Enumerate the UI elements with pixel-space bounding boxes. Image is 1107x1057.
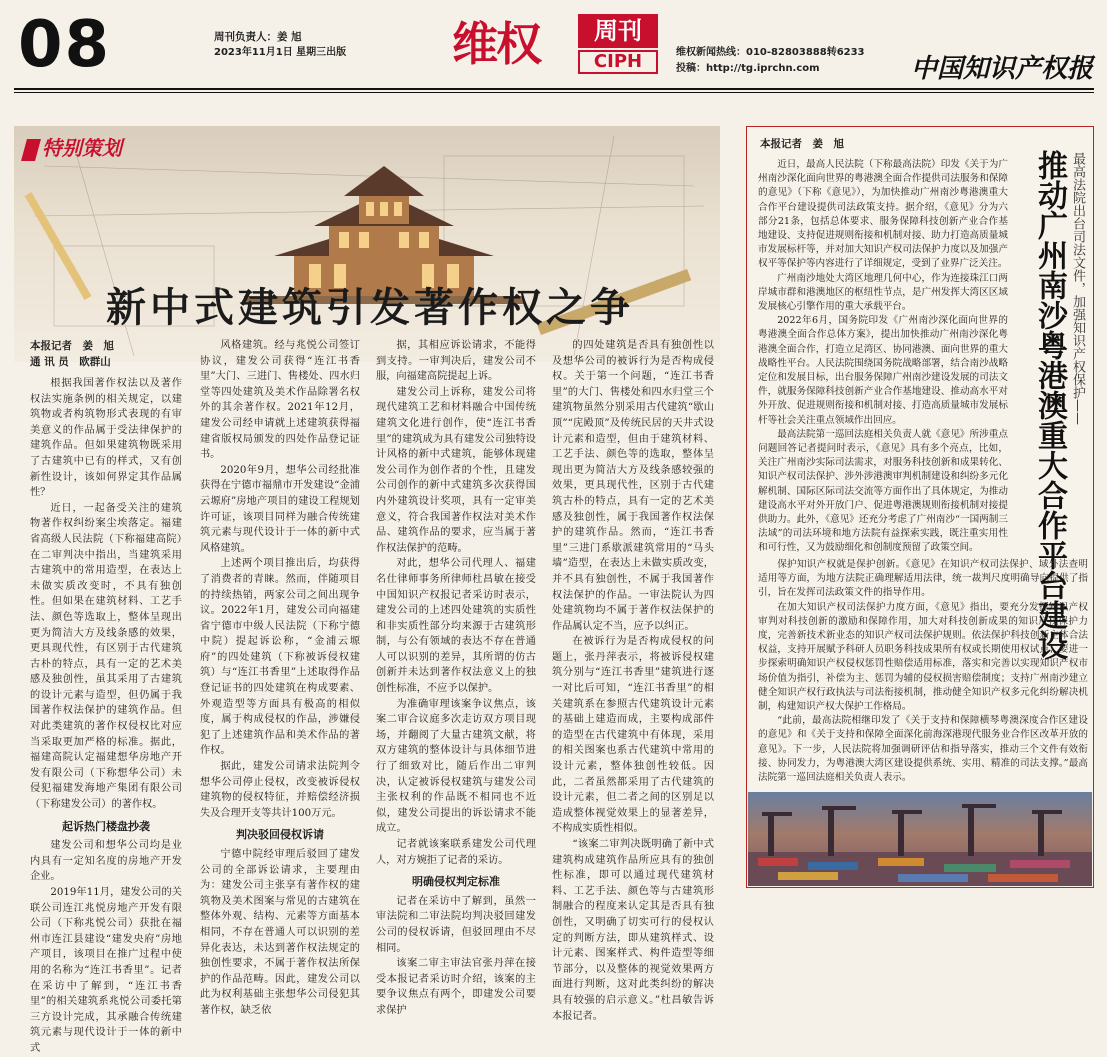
header-divider	[14, 88, 1094, 90]
paragraph: 根据我国著作权法以及著作权法实施条例的相关规定，以建筑物或者构筑物形式表现的有审美意义的作品属于受法律保护的建筑作品。但如果建筑物既采用了古建筑中已有的样式，又有创新性设计，该如何界定其作品属性？	[30, 378, 182, 499]
paragraph: 2022年6月，国务院印发《广州南沙深化面向世界的粤港澳全面合作总体方案》，提出加快推动广州南沙深化粤港澳全面合作，打造立足湾区、协同港澳、面向世界的重大战略性平台。人民法院围绕国务院战略部署，结合南沙战略定位和发展目标，出台服务保障广州南沙建设发展的司法文件，就服务保障科技创新产业合作基地建设、推动高水平对外开放、促进规则衔接和机制对接、打造高质量城市发展标杆等社会关注重点领域作出回应。	[758, 315, 1008, 426]
paragraph: 记者就该案联系建发公司代理人，对方婉拒了记者的采访。	[376, 839, 536, 866]
paragraph: 近日，最高人民法院（下称最高法院）印发《关于为广州南沙深化面向世界的粤港澳全面合作提供司法服务和保障的意见》（下称《意见》），为加快推动广州南沙粤港澳重大合作平台建设提供司法政策支持。据介绍，《意见》分为六部分21条，包括总体要求、服务保障科技创新产业合作基地建设、支持促进规则衔接和机制对接、助力打造高质量城市发展标杆等，并对加大知识产权司法保护力度以及加强产权平等保护等内容进行了详细规定，受到了业界广泛关注。	[758, 159, 1008, 270]
paragraph: 对此，想华公司代理人、福建名仕律师事务所律师杜昌敏在接受中国知识产权报记者采访时表示，建发公司的上述四处建筑的实质性和非实质性部分均来源于古建筑形制，与公有领域的表达不存在普通人可以识别的差异，其所谓的仿古创新并未达到著作权法意义上的独创性标准，不应予以保护。	[376, 558, 536, 695]
pen-icon	[21, 139, 41, 161]
paragraph: “此前，最高法院相继印发了《关于支持和保障横琴粤澳深度合作区建设的意见》和《关于支持和保障全面深化前海深港现代服务业合作区改革开放的意见》。下一步，人民法院将加强调研评估和指导落实，推动三个文件有效衔接、协同发力，为粤港澳大湾区建设提供系统、实用、精准的司法支撑。”最高法院第一巡回法庭相关负责人表示。	[758, 715, 1088, 784]
masthead-weekly: 周刊	[578, 14, 658, 48]
paragraph: 保护知识产权就是保护创新。《意见》在知识产权司法保护、域外法查明适用等方面，为地方法院正确理解适用法律，统一裁判尺度明确导向提供了指引，旨在发挥司法政策文件的指导作用。	[758, 559, 1088, 599]
paragraph: 的四处建筑是否具有独创性以及想华公司的被诉行为是否构成侵权。关于第一个问题，“连江书香里”的大门、售楼处和四水归堂三个建筑物虽然分别采用古代建筑“歇山顶”“庑殿顶”及传统民居的天井式设计元素和造型，但由于建筑材料、工艺手法、颜色等的选取，整体呈现出更为简洁大方及线条感较强的效果，更具现代性，区别于古代建筑古朴的特点，具有一定的艺术美感及独创性，属于我国著作权法保护的建筑作品。然而，“连江书香里”三进门系歇派建筑常用的“马头墙”造型，在表达上未做实质改变，并不具有独创性，不属于我国著作权法保护的作品。一审法院认为四处建筑物均不属于著作权法保护的作品属认定不当，应予以纠正。	[552, 340, 714, 632]
subheading: 判决驳回侵权诉请	[236, 828, 324, 842]
paragraph: 在加大知识产权司法保护力度方面，《意见》指出，要充分发挥知识产权审判对科技创新的激励和保障作用，加大对科技创新成果的知识产权保护力度，完善新技术新业态的知识产权司法保护规则。依法保护科技创新主体合法权益，支持开展赋予科研人员职务科技成果所有权或长期使用权试点；要进一步探索明确知识产权侵权惩罚性赔偿适用标准，落实和完善以实现知识产权市场价值为指引，补偿为主、惩罚为辅的侵权损害赔偿制度；支持广州南沙建立健全知识产权行政执法与司法衔接机制，推动健全知识产权多元化纠纷解决机制，构建知识产权大保护工作格局。	[758, 601, 1088, 713]
paragraph: 该案二审主审法官张丹萍在接受本报记者采访时介绍，该案的主要争议焦点有两个，即建发公司要求保护	[376, 958, 536, 1016]
port-cranes-photo	[748, 792, 1092, 886]
feature-column-1	[30, 338, 182, 1057]
masthead	[452, 10, 662, 78]
date-line: 2023年11月1日 星期三出版	[214, 47, 347, 58]
paragraph: 2019年11月，建发公司的关联公司连江兆悦房地产开发有限公司（下称兆悦公司）获批在福州市连江县建设“建发央府”房地产项目，该项目在推广过程中使用的名称为“连江书香里”。记者在采访中了解到，“连江书香里”的相关建筑系兆悦公司委托第三方设计完成，其承融合传统建筑元素与现代设计于一体的新中式	[30, 887, 182, 1054]
paragraph: 建发公司和想华公司均是业内具有一定知名度的房地产开发企业。	[30, 840, 182, 883]
paragraph: 据，其相应诉讼请求，不能得到支持。一审判决后，建发公司不服，向福建高院提起上诉。	[376, 340, 536, 383]
subheading: 起诉热门楼盘抄袭	[62, 819, 150, 833]
container-port-illustration	[748, 792, 1092, 886]
sidebar-subtitle: 最高法院出台司法文件，加强知识产权保护——	[1070, 152, 1085, 425]
paragraph: 近日，一起备受关注的建筑物著作权纠纷案尘埃落定。福建省高级人民法院（下称福建高院）在二审判决中指出，当建筑采用古建筑中的常用造型，在表达上未做实质改变时，不具有独创性。但如果在建筑材料、工艺手法、颜色等选取上，整体呈现出更为简洁大方及线条感的效果，更具现代性，有区别于古代建筑古朴的特点，具有一定的艺术美感及独创性，虽其采用了古建筑的设计元素与造型，但仍属于我国著作权法保护的建筑作品。但对此类建筑的著作权侵权比对应当采取更加严格的标准。据此，福建高院认定福建想华房地产开发有限公司（下称想华公司）未侵犯福建发海地产集团有限公司（下称建发公司）的著作权。	[30, 502, 182, 811]
feature-headline: 新中式建筑引发著作权之争	[106, 284, 634, 331]
page-number: 08	[18, 8, 112, 82]
feature-column-4	[552, 338, 714, 1024]
paragraph: 最高法院第一巡回法庭相关负责人就《意见》所涉重点问题回答记者提问时表示，《意见》具有多个亮点，比如，关注广州南沙实际司法需求，对服务科技创新和成果转化、知识产权司法保护、涉外涉港澳审判机制建设和纠纷多元化解机制、国际区际司法交流等方面作出了具体规定，为推动建设高水平对外开放门户、促进粤港澳规则衔接机制对接提供助力。此外，《意见》还充分考虑了广州南沙“一国两制三法域”的司法环境和地方法院有益探索实践，既注重实用性和可行性，又为鼓励细化和创制度预留了政策空间。	[758, 428, 1008, 554]
paragraph: 在被诉行为是否构成侵权的问题上，张丹萍表示，将被诉侵权建筑分别与“连江书香里”建筑进行逐一对比后可知，“连江书香里”的相关建筑系在参照古代建筑设计元素的基础上建造而成，主要构成部件的造型在古代建筑中有体现，采用的相关图案也系古代建筑中常用的设计元素，整体独创性较低。因此，二者虽然都采用了古代建筑的设计元素，但二者之间的区别足以造成整体视觉效果上的显著差异，不构成实质性相似。	[552, 636, 714, 835]
sidebar-body-top	[758, 158, 1008, 556]
feature-column-3	[376, 338, 536, 1019]
paragraph: 广州南沙地处大湾区地理几何中心，作为连接珠江口两岸城市群和港澳地区的枢纽性节点，是广州发挥大湾区区域发展核心引擎作用的重大承载平台。	[758, 272, 1008, 313]
paragraph: 为准确审理该案争议焦点，该案二审合议庭多次走访双方项目现场，并翻阅了大量古建筑文献，将双方建筑的整体设计与具体细节进行了细致对比，随后作出二审判决，认定被诉侵权建筑与建发公司主张权利的作品既不相同也不近似，建发公司提出的诉讼请求不能成立。	[376, 698, 536, 835]
paragraph: 2020年9月，想华公司经批准获得在宁德市福鼎市开发建设“金浦云塬府”房地产项目的建设工程规划许可证，该项目同样为融合传统建筑元素与现代设计于一体的新中式风格建筑。	[200, 464, 360, 554]
newspaper-name: 中国知识产权报	[910, 54, 1093, 84]
paragraph: 宁德中院经审理后驳回了建发公司的全部诉讼请求，主要理由为：建发公司主张享有著作权的建筑物及美术图案与常见的古建筑在整体外观、结构、元素等方面基本相同，不存在普通人可以识别的差异化表达，未达到著作权法规定的独创性要求，不属于著作权法所保护的作品范畴。因此，建发公司以此为权利基础主张想华公司侵犯其著作权，缺乏依	[200, 849, 360, 1016]
hotline: 维权新闻热线：010-82803888转6233	[676, 47, 865, 58]
editor-line: 周刊负责人：姜 旭	[214, 31, 302, 43]
byline-correspondent: 通 讯 员 欧群山	[30, 356, 111, 368]
sidebar-byline: 本报记者 姜 旭	[760, 138, 844, 150]
feature-column-2	[200, 338, 360, 1019]
subheading: 明确侵权判定标准	[412, 875, 500, 889]
special-feature-tag: 特别策划	[24, 132, 122, 161]
paragraph: 上述两个项目推出后，均获得了消费者的青睐。然而，伴随项目的持续热销，两家公司之间出现争议。2022年1月，建发公司向福建省宁德市中级人民法院（下称宁德中院）提起诉讼称，“金浦云塬府”的四处建筑（下称被诉侵权建筑）与“连江书香里”上述取得作品登记证书的四处建筑在构成要素、外观造型等方面具有极高的相似度，属于构成侵权的作品，涉嫌侵犯了上述建筑作品和美术作品的著作权。	[200, 558, 360, 757]
sidebar-body-bottom	[758, 558, 1088, 785]
byline-reporter: 本报记者 姜 旭	[30, 340, 114, 352]
header-divider-thin	[14, 92, 1094, 93]
paragraph: “该案二审判决既明确了新中式建筑构成建筑作品所应具有的独创性标准，即可以通过现代建筑材料、工艺手法、颜色等与古建筑形制融合的程度来认定其是否具有独创性，又明确了切实可行的侵权认定的判断方法，即从建筑样式、设计元素、图案样式、构件造型等细节部分，以及整体的视觉效果两方面进行判断，这对此类纠纷的解决具有较强的启示意义。”杜昌敏告诉本报记者。	[552, 839, 714, 1022]
paragraph: 据此，建发公司请求法院判令想华公司停止侵权，改变被诉侵权建筑物的侵权特征，并赔偿经济损失及合理开支等共计100万元。	[200, 761, 360, 819]
paragraph: 建发公司上诉称，建发公司将现代建筑工艺和材料融合中国传统建筑文化进行创作，使“连江书香里”的建筑成为具有建发公司独特设计风格的新中式建筑，能够体现建发公司作为创作者的个性，且建发公司创作的新中式建筑多次获得国内外建筑设计奖项，具有一定审美意义，符合我国著作权法对美术作品、建筑作品的要求，应当属于著作权法保护的范畴。	[376, 386, 536, 554]
masthead-title: 维权	[452, 17, 540, 71]
masthead-code: CIPH	[578, 50, 658, 74]
submission-url[interactable]: 投稿：http://tg.iprchn.com	[676, 63, 820, 74]
sidebar-headline: 推动广州南沙粤港澳重大合作平台建设	[1032, 150, 1067, 660]
paragraph: 风格建筑。经与兆悦公司签订协议，建发公司获得“连江书香里”大门、三进门、售楼处、四水归堂等四处建筑及美术作品除署名权外的其余著作权。2021年12月，建发公司经申请就上述建筑获得福建省版权局颁发的四处作品登记证书。	[200, 340, 360, 461]
paragraph: 记者在采访中了解到，虽然一审法院和二审法院均判决驳回建发公司的侵权诉请，但驳回理由不尽相同。	[376, 895, 536, 954]
